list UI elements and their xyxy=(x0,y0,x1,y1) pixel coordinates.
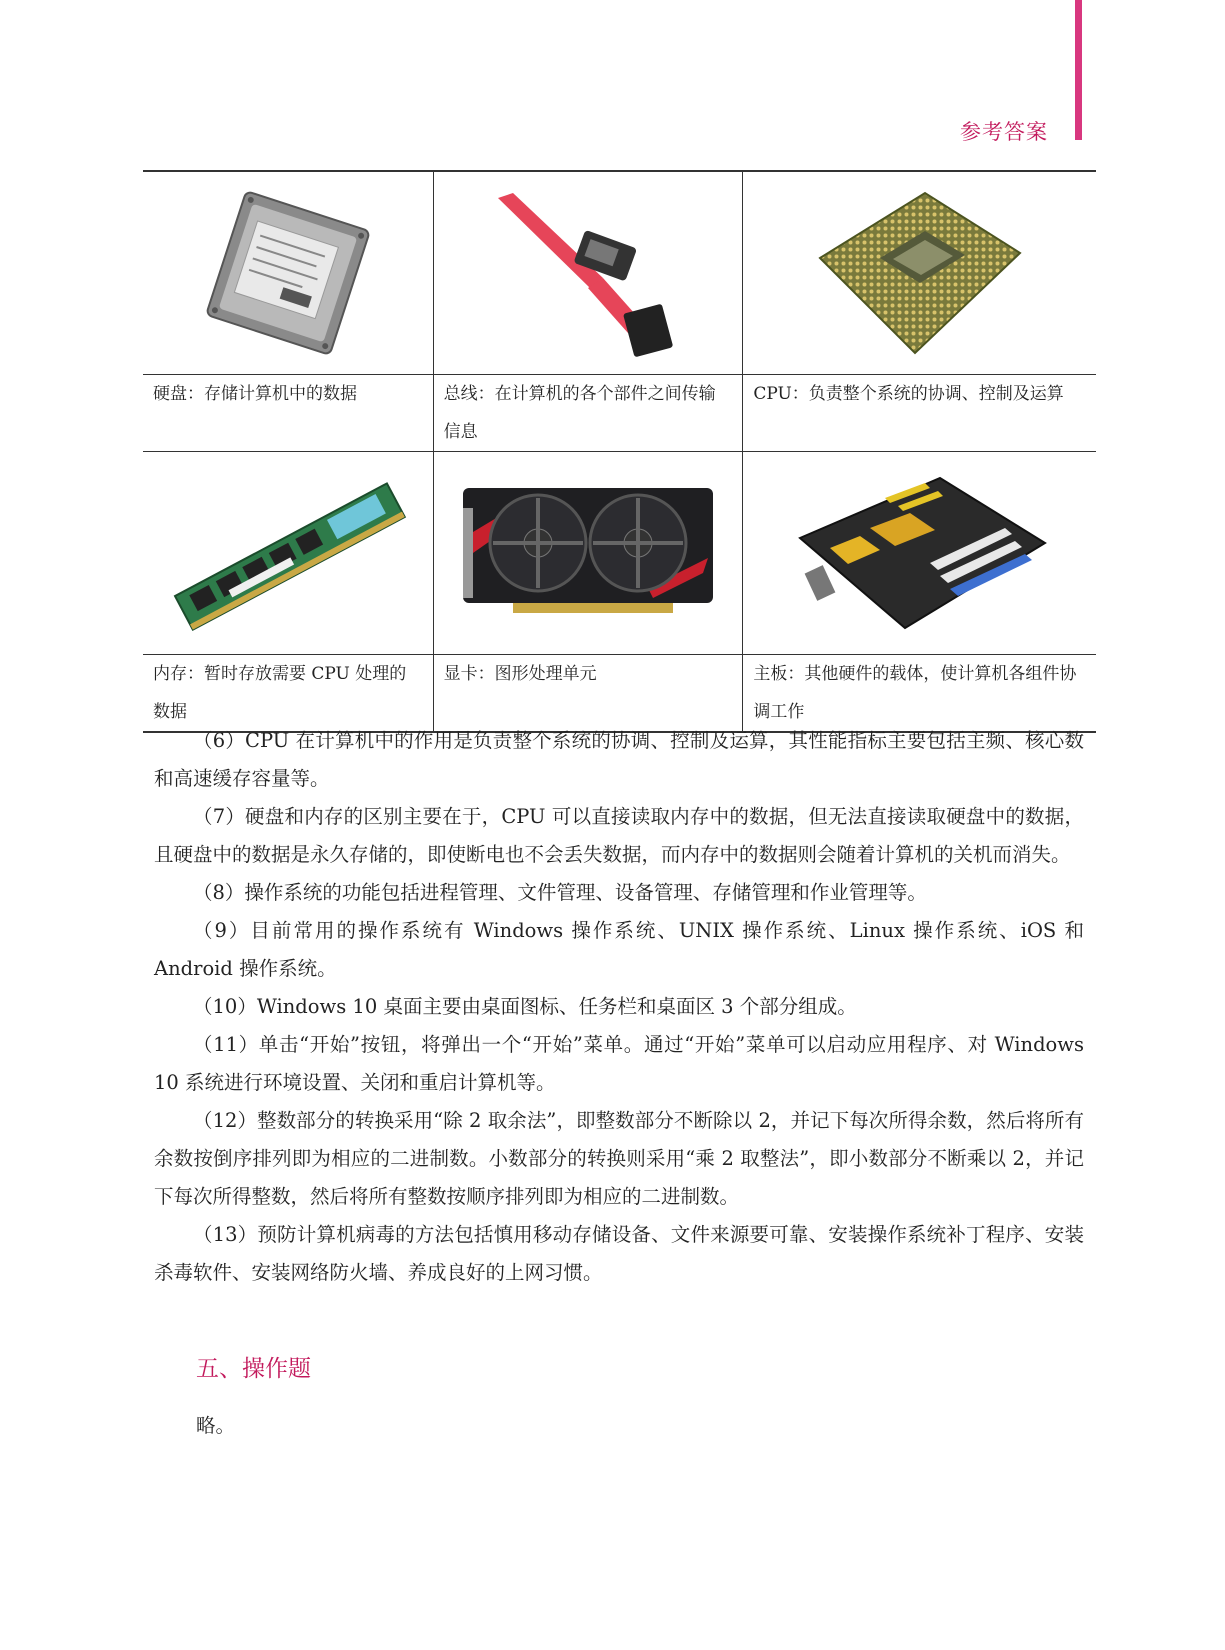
answer-paragraphs xyxy=(154,722,1084,1292)
bus-cable-cell xyxy=(433,171,743,375)
motherboard-caption: 主板：其他硬件的载体，使计算机各组件协调工作 xyxy=(743,655,1096,733)
cpu-cell xyxy=(743,171,1096,375)
paragraph-7: （7）硬盘和内存的区别主要在于，CPU 可以直接读取内存中的数据，但无法直接读取硬盘中的数据，且硬盘中的数据是永久存储的，即使断电也不会丢失数据，而内存中的数据则会随着计算机的关机而消失。 xyxy=(154,805,1084,866)
paragraph-8: （8）操作系统的功能包括进程管理、文件管理、设备管理、存储管理和作业管理等。 xyxy=(193,881,927,904)
graphics-card-cell xyxy=(433,452,743,655)
paragraph-12: （12）整数部分的转换采用“除 2 取余法”，即整数部分不断除以 2，并记下每次所得余数，然后将所有余数按倒序排列即为相应的二进制数。小数部分的转换则采用“乘 2 取整法”，即小数部分不断乘以 2，并记下每次所得整数，然后将所有整数按顺序排列即为相应的二进制数。 xyxy=(154,1109,1084,1208)
motherboard-cell xyxy=(743,452,1096,655)
graphics-card-caption: 显卡：图形处理单元 xyxy=(433,655,743,733)
cpu-caption: CPU：负责整个系统的协调、控制及运算 xyxy=(743,375,1096,452)
paragraph-9: （9）目前常用的操作系统有 Windows 操作系统、UNIX 操作系统、Linux 操作系统、iOS 和 Android 操作系统。 xyxy=(154,919,1084,980)
cpu-image xyxy=(805,183,1035,363)
memory-cell xyxy=(143,452,433,655)
motherboard-image xyxy=(790,468,1050,638)
hard-disk-caption: 硬盘：存储计算机中的数据 xyxy=(143,375,433,452)
bus-cable-image xyxy=(478,183,698,363)
page-side-bar xyxy=(1075,0,1082,140)
hard-disk-image xyxy=(188,188,388,358)
paragraph-11: （11）单击“开始”按钮，将弹出一个“开始”菜单。通过“开始”菜单可以启动应用程序、对 Windows 10 系统进行环境设置、关闭和重启计算机等。 xyxy=(154,1033,1084,1094)
paragraph-6: （6）CPU 在计算机中的作用是负责整个系统的协调、控制及运算，其性能指标主要包括主频、核心数和高速缓存容量等。 xyxy=(154,729,1084,790)
paragraph-10: （10）Windows 10 桌面主要由桌面图标、任务栏和桌面区 3 个部分组成。 xyxy=(193,995,857,1018)
hard-disk-cell xyxy=(143,171,433,375)
graphics-card-image xyxy=(453,478,723,628)
section-title: 五、操作题 xyxy=(196,1356,311,1382)
hardware-table xyxy=(143,170,1096,733)
memory-caption: 内存：暂时存放需要 CPU 处理的数据 xyxy=(143,655,433,733)
section-content: 略。 xyxy=(196,1414,236,1437)
page-header: 参考答案 xyxy=(960,120,1048,144)
paragraph-13: （13）预防计算机病毒的方法包括慎用移动存储设备、文件来源要可靠、安装操作系统补丁程序、安装杀毒软件、安装网络防火墙、养成良好的上网习惯。 xyxy=(154,1223,1084,1284)
bus-caption: 总线：在计算机的各个部件之间传输信息 xyxy=(433,375,743,452)
memory-image xyxy=(163,468,413,638)
